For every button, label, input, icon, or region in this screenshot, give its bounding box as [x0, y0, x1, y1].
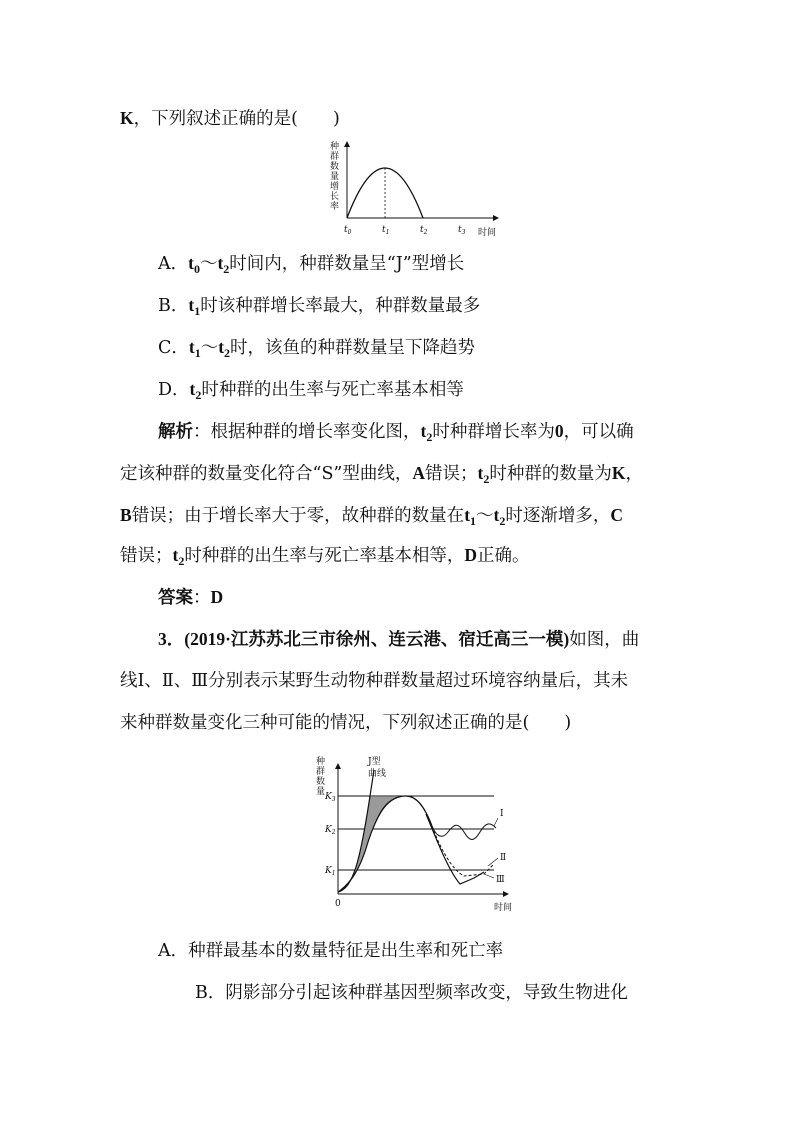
option-letter: B． — [158, 296, 189, 316]
option-text: 阴影部分引起该种群基因型频率改变，导致生物进化 — [225, 983, 628, 1003]
question-stem-tail — [120, 107, 340, 130]
analysis-line-1: 解析：根据种群的增长率变化图，$t_2$时种群增长率为0，可以确 — [158, 421, 634, 444]
question-source: (2019·江苏苏北三市徐州、连云港、宿迁高三一模) — [184, 629, 570, 649]
question-3-line-2: 线Ⅰ、Ⅱ、Ⅲ分别表示某野生动物种群数量超过环境容纳量后，其未 — [120, 671, 629, 691]
option-c[interactable] — [158, 336, 475, 359]
time-symbol: t — [218, 337, 225, 357]
curve-iii-label: Ⅲ — [496, 875, 505, 885]
curve-i-leader — [494, 818, 498, 826]
population-figure — [308, 752, 528, 914]
q3-option-b[interactable] — [195, 982, 628, 1004]
time-symbol: t — [188, 253, 194, 273]
curve-ii-label: Ⅱ — [500, 853, 507, 863]
tick-t1: $t_1$ — [382, 225, 390, 236]
k-symbol: K — [120, 108, 134, 128]
analysis-line-3: B错误；由于增长率大于零，故种群的数量在$t_1\sim t_2$时逐渐增多，C — [120, 505, 623, 528]
option-a[interactable] — [158, 252, 464, 275]
shaded-region — [338, 796, 406, 892]
option-letter: B． — [195, 983, 226, 1003]
option-letter: A． — [158, 941, 189, 961]
ylabel-char: 长 — [330, 192, 340, 202]
ylabel-char: 数 — [330, 162, 340, 172]
tick-t0: $t_0$ — [344, 225, 352, 236]
curve-iii-leader — [484, 874, 494, 878]
time-symbol: t — [188, 337, 195, 357]
k2-label: $K_2$ — [325, 825, 336, 836]
time-subscript: 1 — [194, 304, 201, 318]
ylabel-char: 种 — [330, 142, 340, 152]
ylabel-char: 增 — [330, 182, 340, 192]
option-b[interactable] — [158, 294, 480, 317]
ylabel-char: 率 — [330, 202, 340, 212]
analysis-label: 解析 — [158, 421, 193, 441]
ylabel-char: 量 — [330, 172, 340, 182]
answer-label: 答案 — [158, 587, 193, 607]
s-curve — [338, 796, 432, 892]
k1-label: $K_1$ — [325, 866, 336, 877]
option-text: 时间内，种群数量呈“J”型增长 — [229, 254, 465, 274]
k3-label: $K_3$ — [325, 792, 336, 803]
time-symbol: t — [189, 379, 196, 399]
j-curve-label-1: J型 — [368, 757, 381, 767]
option-d[interactable] — [158, 378, 464, 401]
curve-iii — [426, 814, 484, 884]
time-symbol: t — [217, 253, 224, 273]
y-axis-label — [330, 140, 339, 212]
time-subscript: 0 — [193, 262, 200, 276]
time-subscript: 2 — [224, 346, 231, 360]
y-axis-label — [316, 755, 325, 797]
curve-i-label: Ⅰ — [500, 809, 504, 819]
ylabel-char: 数 — [316, 777, 326, 787]
j-curve-label-2: 曲线 — [368, 769, 387, 779]
ylabel-char: 群 — [316, 767, 326, 777]
answer-line: 答案：D — [158, 587, 224, 608]
growth-rate-figure — [328, 138, 508, 240]
x-axis-label: 时间 — [478, 228, 497, 238]
option-letter: A． — [158, 254, 189, 274]
analysis-line-4: 错误；$t_2$时种群的出生率与死亡率基本相等，D正确。 — [120, 545, 530, 568]
time-symbol: t — [188, 295, 195, 315]
origin-label: 0 — [335, 899, 341, 909]
ylabel-char: 量 — [316, 787, 326, 797]
time-subscript: 2 — [223, 262, 230, 276]
analysis-line-2: 定该种群的数量变化符合“S”型曲线，A错误；$t_2$时种群的数量为K， — [120, 463, 643, 486]
option-letter: D． — [158, 380, 190, 400]
answer-value: D — [210, 587, 224, 607]
option-letter: C． — [158, 338, 189, 358]
tick-t2: $t_2$ — [420, 225, 428, 236]
stem-text: ，下列叙述正确的是( ) — [133, 109, 340, 129]
ylabel-char: 种 — [316, 757, 326, 767]
range-sep: ～ — [200, 338, 219, 358]
x-axis-label: 时间 — [494, 903, 513, 913]
question-number: 3． — [158, 629, 185, 649]
curve-ii-leader — [488, 858, 498, 866]
question-3-line-3: 来种群数量变化三种可能的情况，下列叙述正确的是( ) — [120, 713, 572, 733]
ylabel-char: 群 — [330, 152, 340, 162]
option-text: 时，该鱼的种群数量呈下降趋势 — [230, 338, 476, 358]
tick-t3: $t_3$ — [458, 225, 466, 236]
time-subscript: 1 — [194, 346, 201, 360]
q3-option-a[interactable] — [158, 940, 503, 962]
curve-i — [432, 824, 496, 840]
option-text: 种群最基本的数量特征是出生率和死亡率 — [188, 941, 504, 961]
option-text: 时该种群增长率最大，种群数量最多 — [200, 296, 481, 316]
option-text: 时种群的出生率与死亡率基本相等 — [201, 380, 464, 400]
range-sep: ～ — [199, 254, 218, 274]
time-subscript: 2 — [195, 388, 202, 402]
question-3-line-1: 3．(2019·江苏苏北三市徐州、连云港、宿迁高三一模)如图，曲 — [158, 629, 640, 650]
